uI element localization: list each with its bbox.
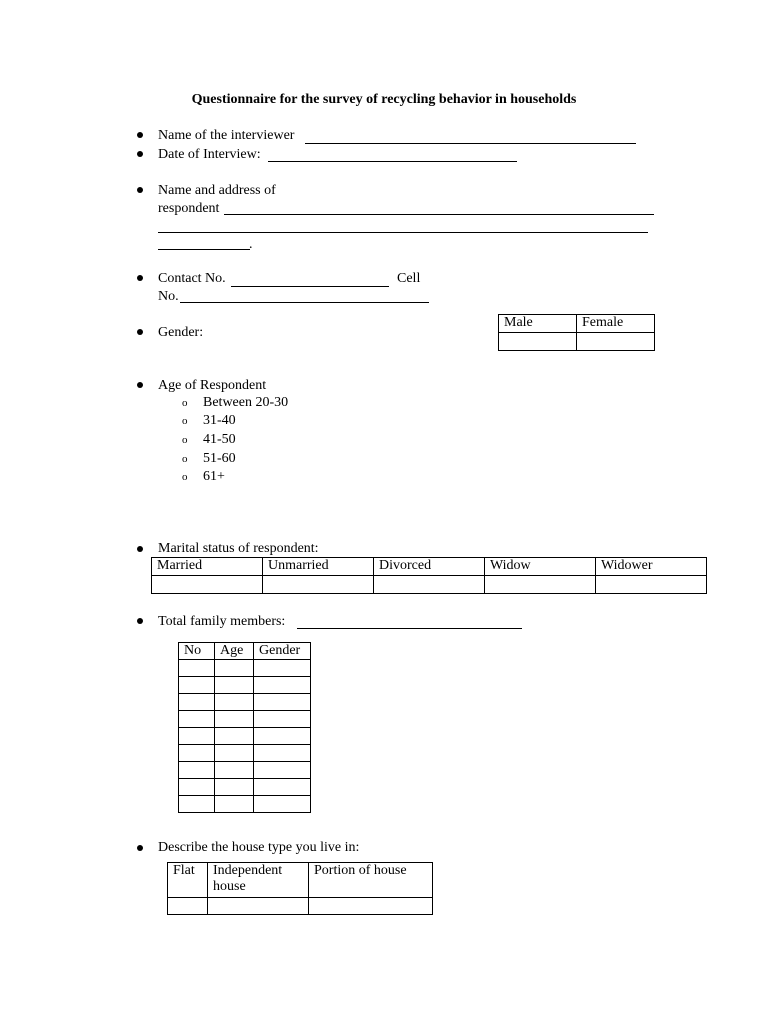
table-cell[interactable] <box>215 745 254 762</box>
cell-field[interactable] <box>180 302 429 303</box>
gender-cell-male[interactable] <box>499 333 577 351</box>
table-cell[interactable] <box>254 711 311 728</box>
table-cell[interactable] <box>215 796 254 813</box>
gender-option-female: Female <box>577 315 655 333</box>
marital-option-unmarried: Unmarried <box>263 558 374 576</box>
table-cell[interactable] <box>179 660 215 677</box>
name-address-field-line-2[interactable] <box>158 232 648 233</box>
age-option[interactable]: Between 20-30 <box>203 395 289 410</box>
table-cell[interactable] <box>179 694 215 711</box>
age-option[interactable]: 51-60 <box>203 451 236 466</box>
table-row <box>179 728 311 745</box>
marital-option-married: Married <box>152 558 263 576</box>
bullet-icon <box>137 151 143 157</box>
interviewer-label: Name of the interviewer <box>158 128 295 143</box>
family-label: Total family members: <box>158 614 286 629</box>
table-cell[interactable] <box>179 677 215 694</box>
age-option[interactable]: 31-40 <box>203 413 236 428</box>
bullet-icon <box>137 275 143 281</box>
table-cell[interactable] <box>254 660 311 677</box>
table-cell[interactable] <box>215 694 254 711</box>
house-table <box>167 862 433 915</box>
bullet-icon <box>137 132 143 138</box>
age-label: Age of Respondent <box>158 378 267 393</box>
gender-label: Gender: <box>158 325 204 340</box>
gender-option-male: Male <box>499 315 577 333</box>
table-cell[interactable] <box>215 762 254 779</box>
table-cell[interactable] <box>254 779 311 796</box>
table-cell[interactable] <box>254 677 311 694</box>
sub-bullet-icon: o <box>182 415 188 427</box>
house-option-portion: Portion of house <box>309 863 433 898</box>
house-cell[interactable] <box>309 898 433 915</box>
interviewer-field[interactable] <box>305 143 636 144</box>
table-row <box>179 660 311 677</box>
name-address-end: . <box>249 237 253 252</box>
family-field[interactable] <box>297 628 522 629</box>
bullet-icon <box>137 382 143 388</box>
table-cell[interactable] <box>254 796 311 813</box>
marital-option-widow: Widow <box>485 558 596 576</box>
table-row <box>179 711 311 728</box>
table-cell[interactable] <box>179 796 215 813</box>
marital-label: Marital status of respondent: <box>158 541 319 556</box>
marital-cell[interactable] <box>485 576 596 594</box>
family-header-gender: Gender <box>254 643 311 660</box>
sub-bullet-icon: o <box>182 471 188 483</box>
marital-cell[interactable] <box>263 576 374 594</box>
house-cell[interactable] <box>168 898 208 915</box>
marital-cell[interactable] <box>374 576 485 594</box>
table-cell[interactable] <box>254 762 311 779</box>
table-row <box>179 796 311 813</box>
page-title: Questionnaire for the survey of recycling behavior in households <box>191 92 577 107</box>
sub-bullet-icon: o <box>182 434 188 446</box>
gender-table <box>498 314 655 351</box>
table-cell[interactable] <box>179 728 215 745</box>
sub-bullet-icon: o <box>182 453 188 465</box>
gender-cell-female[interactable] <box>577 333 655 351</box>
name-address-field-line-3[interactable] <box>158 249 250 250</box>
date-label: Date of Interview: <box>158 147 261 162</box>
marital-cell[interactable] <box>152 576 263 594</box>
house-label: Describe the house type you live in: <box>158 840 360 855</box>
marital-table <box>151 557 707 594</box>
table-cell[interactable] <box>179 745 215 762</box>
respondent-label: respondent <box>158 201 220 216</box>
family-header-age: Age <box>215 643 254 660</box>
table-cell[interactable] <box>179 779 215 796</box>
table-cell[interactable] <box>254 745 311 762</box>
table-cell[interactable] <box>179 711 215 728</box>
table-row <box>179 762 311 779</box>
table-cell[interactable] <box>215 711 254 728</box>
table-row <box>179 677 311 694</box>
bullet-icon <box>137 845 143 851</box>
marital-cell[interactable] <box>596 576 707 594</box>
table-cell[interactable] <box>215 728 254 745</box>
date-field[interactable] <box>268 161 517 162</box>
table-row <box>179 745 311 762</box>
age-option[interactable]: 61+ <box>203 469 225 484</box>
family-table <box>178 642 311 813</box>
sub-bullet-icon: o <box>182 397 188 409</box>
bullet-icon <box>137 187 143 193</box>
bullet-icon <box>137 618 143 624</box>
house-option-independent <box>208 863 309 898</box>
table-cell[interactable] <box>254 728 311 745</box>
bullet-icon <box>137 329 143 335</box>
table-cell[interactable] <box>215 660 254 677</box>
marital-option-widower: Widower <box>596 558 707 576</box>
contact-label: Contact No. <box>158 271 226 286</box>
table-cell[interactable] <box>254 694 311 711</box>
table-cell[interactable] <box>179 762 215 779</box>
contact-field[interactable] <box>231 286 389 287</box>
marital-option-divorced: Divorced <box>374 558 485 576</box>
bullet-icon <box>137 546 143 552</box>
house-option-flat: Flat <box>168 863 208 898</box>
family-header-no: No <box>179 643 215 660</box>
cell-label-no: No. <box>158 289 179 304</box>
name-address-field-line-1[interactable] <box>224 214 654 215</box>
table-row <box>179 694 311 711</box>
table-row <box>179 779 311 796</box>
cell-label: Cell <box>397 271 421 286</box>
house-cell[interactable] <box>208 898 309 915</box>
age-option[interactable]: 41-50 <box>203 432 236 447</box>
house-option-independent-label: Independent house <box>213 863 283 894</box>
table-cell[interactable] <box>215 677 254 694</box>
name-address-label: Name and address of <box>158 183 276 198</box>
table-cell[interactable] <box>215 779 254 796</box>
